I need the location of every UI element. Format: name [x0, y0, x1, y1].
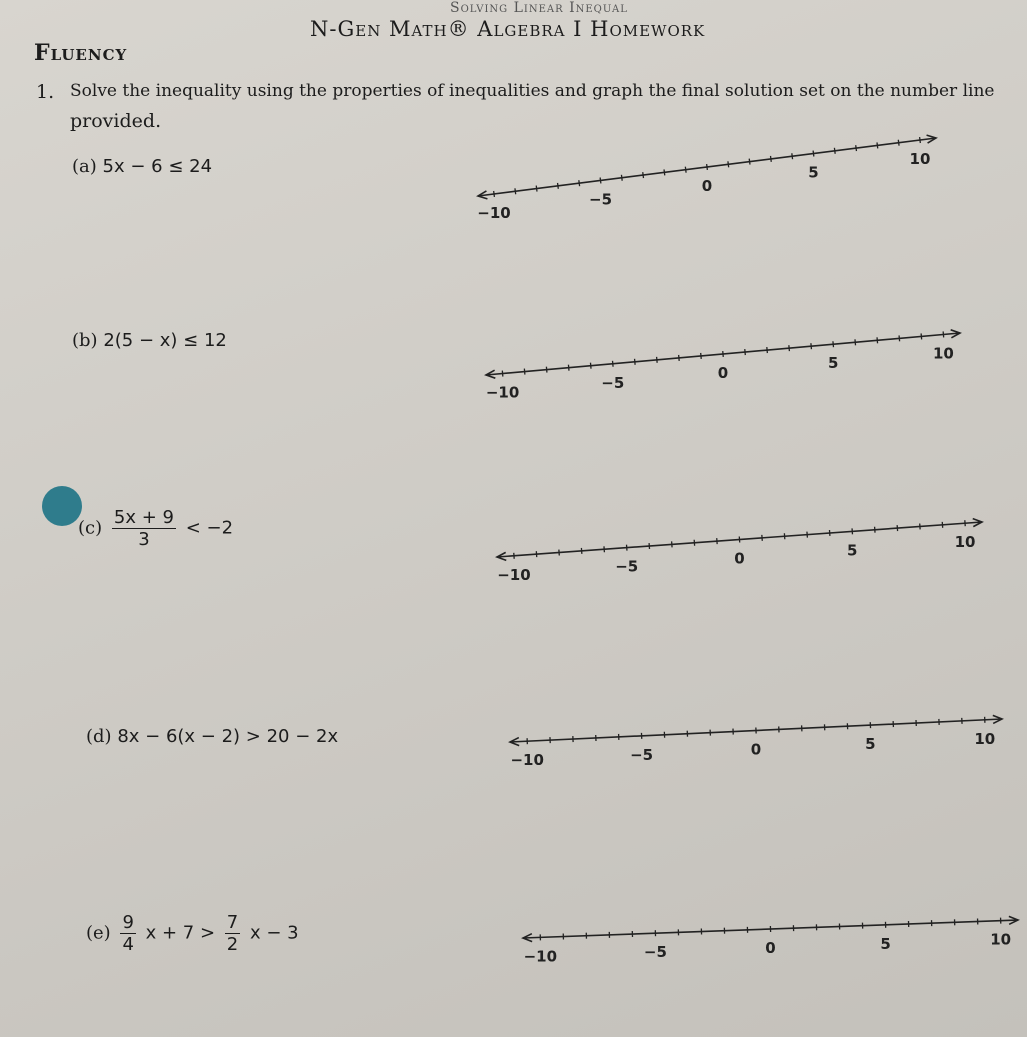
number-line-b-tick: [921, 333, 922, 339]
number-line-b-tick: [767, 347, 768, 353]
number-line-a-tick: [621, 175, 622, 181]
number-line-a-tick: [515, 188, 516, 194]
part-b-label: (b): [72, 330, 98, 351]
number-line-a-tick: [707, 164, 708, 170]
number-line-b-tick-label: −5: [601, 373, 625, 392]
number-line-a-tick: [728, 161, 729, 167]
number-line-a-tick: [749, 159, 750, 165]
part-e-label: (e): [86, 922, 111, 944]
header-title: N-Gen Math® Algebra I Homework: [310, 17, 706, 41]
part-c-denominator: 3: [138, 529, 150, 550]
part-c-rest: < −2: [185, 517, 234, 539]
part-c-numerator: 5x + 9: [113, 507, 174, 528]
number-line-b-tick: [502, 371, 503, 377]
number-line-a-tick: [558, 183, 559, 189]
number-line-b-tick: [635, 359, 636, 365]
number-line-a-tick: [920, 137, 921, 143]
number-line-a-tick: [494, 191, 495, 197]
number-line-a-tick: [792, 153, 793, 159]
number-line-c-tick-label: 5: [847, 541, 858, 560]
number-line-b-tick: [789, 345, 790, 351]
number-line-b-tick: [613, 361, 614, 367]
number-line-d-tick-label: 0: [750, 740, 762, 759]
number-line-b-tick: [679, 355, 680, 361]
section-title: Fluency: [34, 40, 128, 66]
number-line-a-tick: [856, 145, 857, 151]
part-d-inequality: 8x − 6(x − 2) > 20 − 2x: [117, 726, 339, 747]
part-e-denominator-2: 2: [226, 934, 239, 955]
part-a-inequality: 5x − 6 ≤ 24: [102, 156, 213, 177]
number-line-a-tick: [685, 167, 686, 173]
number-line-c-tick-label: −5: [615, 557, 639, 576]
question-text-line1: Solve the inequality using the properties of inequalities and graph the final solution set on the number line: [70, 81, 995, 101]
number-line-d-tick-label: 10: [974, 729, 996, 748]
number-line-b-tick: [568, 365, 569, 371]
number-line-a-tick: [664, 169, 665, 175]
number-line-a-tick: [536, 186, 537, 192]
number-line-b-tick-label: 10: [932, 344, 954, 363]
number-line-a-tick-label: −10: [477, 203, 511, 222]
number-line-c-tick-label: 0: [734, 549, 745, 568]
number-line-a-tick: [813, 151, 814, 157]
number-line-a-tick: [898, 140, 899, 146]
number-line-d-tick-label: −5: [630, 745, 654, 764]
part-d-label: (d): [86, 726, 112, 747]
question-number: 1.: [36, 81, 55, 103]
part-e-middle: x + 7 >: [145, 922, 216, 944]
number-line-e-tick-label: −5: [643, 943, 667, 962]
number-line-b-tick: [877, 337, 878, 343]
number-line-b-tick: [855, 339, 856, 345]
number-line-b-tick: [524, 369, 525, 375]
number-line-b-tick-label: −10: [485, 383, 520, 402]
number-line-b-tick: [745, 349, 746, 355]
number-line-c-tick-label: −10: [497, 565, 531, 584]
number-line-a-tick-label: 10: [909, 150, 931, 169]
number-line-a-tick-label: 5: [808, 163, 819, 182]
number-line-e-tick-label: 0: [765, 939, 776, 957]
number-line-b-tick: [723, 351, 724, 357]
number-line-a-tick: [834, 148, 835, 154]
part-e-numerator-1: 9: [122, 912, 134, 933]
question-text-line2: provided.: [70, 110, 162, 132]
number-line-a-tick: [643, 172, 644, 178]
part-c-label: (c): [78, 517, 103, 539]
number-line-b-tick: [811, 343, 812, 349]
number-line-c-tick-label: 10: [954, 533, 976, 552]
number-line-b-tick: [943, 331, 944, 337]
number-line-b-tick: [657, 357, 658, 363]
part-e-tail: x − 3: [249, 922, 299, 944]
part-a-label: (a): [72, 156, 97, 177]
part-e-denominator-1: 4: [122, 934, 134, 955]
number-line-b-tick-label: 5: [827, 354, 839, 373]
number-line-e-tick-label: −10: [523, 947, 558, 966]
number-line-e-tick-label: 5: [880, 934, 891, 953]
part-b-inequality: 2(5 − x) ≤ 12: [103, 330, 227, 351]
number-line-a-tick-label: −5: [589, 190, 613, 209]
part-e-numerator-2: 7: [226, 912, 239, 933]
number-line-d-tick-label: −10: [510, 751, 544, 770]
number-line-b-tick: [546, 367, 547, 373]
number-line-b-tick: [899, 335, 900, 341]
number-line-b-tick: [701, 353, 702, 359]
number-line-e-tick-label: 10: [990, 930, 1012, 949]
number-line-a-tick: [877, 142, 878, 148]
number-line-b-tick-label: 0: [717, 364, 729, 382]
number-line-a-tick: [600, 178, 601, 184]
number-line-a-tick: [579, 180, 580, 186]
number-line-a-tick: [771, 156, 772, 162]
number-line-a-tick-label: 0: [701, 177, 713, 195]
number-line-b-tick: [590, 363, 591, 369]
number-line-b-tick: [833, 341, 834, 347]
number-line-d-tick-label: 5: [865, 735, 876, 754]
header-top-line: Solving Linear Inequal: [450, 0, 628, 16]
